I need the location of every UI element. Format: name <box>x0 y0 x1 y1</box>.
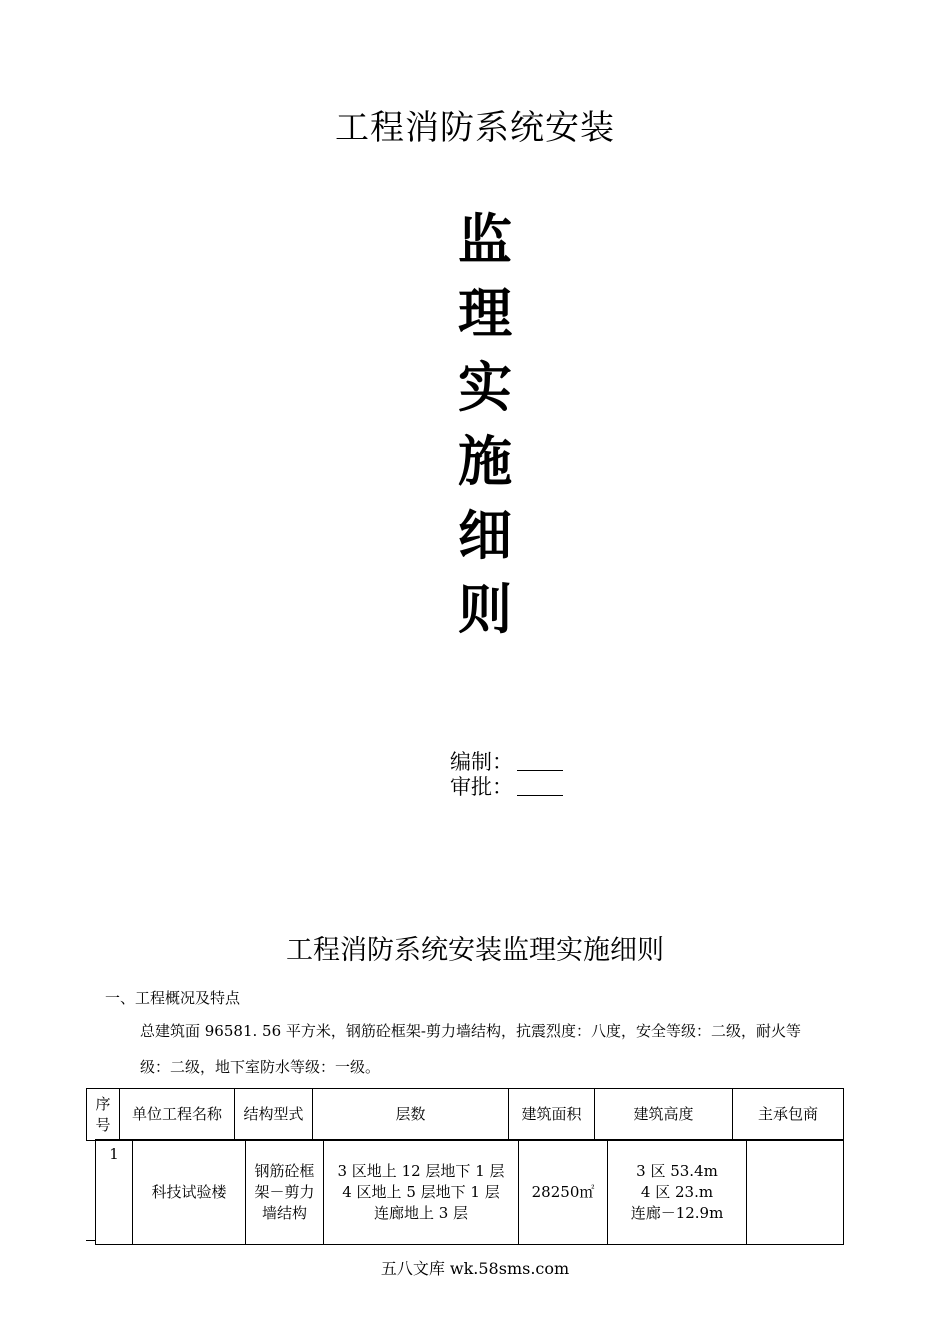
approved-blank <box>517 795 563 796</box>
cell-unit-name: 科技试验楼 <box>133 1140 246 1245</box>
big-title-char: 实 <box>458 355 512 419</box>
table-row <box>96 1140 844 1245</box>
section-heading: 一、工程概况及特点 <box>105 989 241 1007</box>
header-area: 建筑面积 <box>509 1089 595 1141</box>
header-unit-name: 单位工程名称 <box>120 1089 235 1141</box>
floors-line: 连廊地上 3 层 <box>373 1203 469 1222</box>
table-header-row <box>87 1089 844 1141</box>
big-title-char: 监 <box>458 207 512 271</box>
cell-contractor <box>747 1140 844 1245</box>
height-line: 4 区 23.m <box>640 1182 714 1201</box>
big-title-char: 则 <box>458 577 512 641</box>
header-floors: 层数 <box>313 1089 509 1141</box>
cover-big-title <box>455 202 515 646</box>
floors-line: 4 区地上 5 层地下 1 层 <box>342 1182 500 1201</box>
table-cut-line <box>86 1240 96 1241</box>
document-title: 工程消防系统安装监理实施细则 <box>286 935 664 966</box>
cell-seq: 1 <box>96 1140 133 1245</box>
approved-label: 审批： <box>450 775 513 799</box>
project-table-body <box>95 1139 844 1245</box>
big-title-char: 理 <box>458 281 512 345</box>
floors-line: 3 区地上 12 层地下 1 层 <box>337 1161 505 1180</box>
big-title-char: 施 <box>458 429 512 493</box>
header-height: 建筑高度 <box>595 1089 733 1141</box>
header-structure: 结构型式 <box>235 1089 313 1141</box>
footer-watermark: 五八文库 wk.58sms.com <box>380 1259 570 1278</box>
approved-by-line <box>450 771 563 801</box>
header-contractor: 主承包商 <box>733 1089 844 1141</box>
cover-title: 工程消防系统安装 <box>335 108 615 148</box>
cell-height <box>608 1140 747 1245</box>
height-line: 连廊－12.9m <box>630 1203 724 1222</box>
compiled-label: 编制： <box>450 750 513 774</box>
overview-paragraph-line-2: 级：二级，地下室防水等级：一级。 <box>140 1058 381 1076</box>
project-table-header <box>86 1088 844 1141</box>
cell-structure: 钢筋砼框架－剪力墙结构 <box>246 1140 324 1245</box>
header-seq: 序号 <box>87 1089 120 1141</box>
height-line: 3 区 53.4m <box>636 1161 718 1180</box>
big-title-char: 细 <box>458 503 512 567</box>
cell-area: 28250㎡ <box>519 1140 608 1245</box>
overview-paragraph-line-1: 总建筑面 96581. 56 平方米，钢筋砼框架-剪力墙结构，抗震烈度：八度，安全等级：二级，耐火等 <box>140 1022 801 1040</box>
cell-floors <box>324 1140 519 1245</box>
